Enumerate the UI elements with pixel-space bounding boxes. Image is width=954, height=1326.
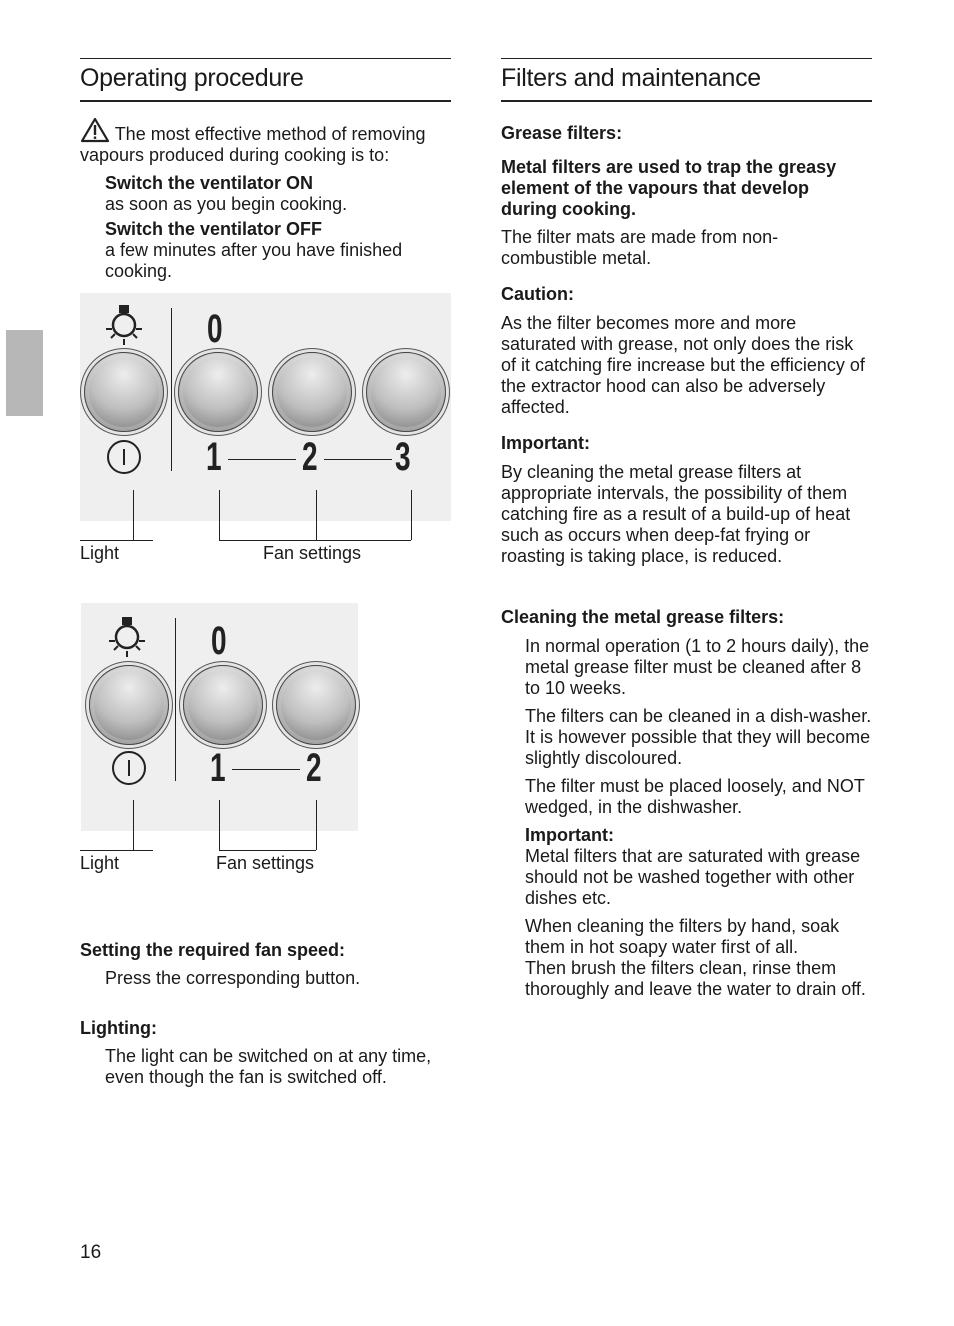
lamp-icon	[103, 303, 145, 347]
cleaning-paragraph: Then brush the filters clean, rinse them thoroughly and leave the water to drain off.	[525, 958, 866, 999]
fan-speed-heading: Setting the required fan speed:	[80, 940, 346, 960]
title-rule-bottom	[80, 100, 451, 102]
lighting-body: The light can be switched on at any time, even though the fan is switched off.	[105, 1046, 432, 1087]
caution-heading: Caution:	[501, 284, 574, 304]
cleaning-important-heading: Important:	[525, 825, 614, 845]
lighting-heading: Lighting:	[80, 1018, 157, 1038]
cleaning-section	[501, 607, 873, 1000]
fan-setting-2-button[interactable]	[276, 665, 356, 745]
cleaning-important-body: Metal filters that are saturated with grease should not be washed together with other dishes etc.	[525, 846, 861, 908]
cleaning-paragraph: The filters can be cleaned in a dish-washer. It is however possible that they will become slightly discoloured.	[525, 706, 872, 768]
fan-off-digit: 0	[211, 619, 227, 663]
chapter-tab	[6, 330, 43, 416]
fan-setting-1-button[interactable]	[183, 665, 263, 745]
important-heading: Important:	[501, 433, 590, 453]
light-button[interactable]	[84, 352, 164, 432]
light-label: Light	[80, 543, 120, 563]
panel-divider	[175, 618, 176, 781]
grease-filters-section	[501, 123, 873, 567]
control-panel-2-speed	[81, 603, 358, 831]
grease-bold-text: Metal filters are used to trap the greasy element of the vapours that develop during cooking.	[501, 157, 837, 219]
grease-heading: Grease filters:	[501, 123, 623, 143]
panel-divider	[171, 308, 172, 471]
leader-line	[219, 490, 220, 540]
cleaning-paragraph: When cleaning the filters by hand, soak them in hot soapy water first of all.	[525, 916, 840, 957]
step-body: as soon as you begin cooking.	[105, 194, 348, 214]
leader-line	[316, 490, 317, 540]
important-body: By cleaning the metal grease filters at appropriate intervals, the possibility of them catching fire as a result of a build-up of heat such as occurs when deep-fat frying or roasting is taking place, is reduced.	[501, 462, 851, 566]
connector-line	[324, 459, 392, 460]
connector-line	[232, 769, 300, 770]
intro-text: The most effective method of removing vapours produced during cooking is to:	[80, 124, 426, 165]
step-body: a few minutes after you have finished cooking.	[105, 240, 403, 281]
leader-line	[133, 800, 134, 850]
fan-setting-2-digit: 2	[306, 746, 322, 790]
fan-setting-1-digit: 1	[210, 746, 226, 790]
fan-speed-section	[80, 940, 455, 989]
title-rule-top	[501, 58, 872, 59]
leader-line	[80, 540, 153, 541]
cleaning-heading: Cleaning the metal grease filters:	[501, 607, 785, 627]
leader-line	[411, 490, 412, 540]
lighting-section	[80, 1018, 455, 1088]
leader-line	[219, 800, 220, 850]
warning-icon	[80, 117, 110, 143]
leader-line	[219, 540, 411, 541]
caution-body: As the filter becomes more and more saturated with grease, not only does the risk of it catching fire increase but the efficiency of the extractor hood can also be adversely affected.	[501, 313, 865, 417]
connector-line	[228, 459, 296, 460]
leader-line	[219, 850, 316, 851]
power-icon	[107, 440, 141, 474]
title-rule-bottom	[501, 100, 872, 102]
fan-setting-2-button[interactable]	[272, 352, 352, 432]
section-title-operating: Operating procedure	[80, 64, 304, 92]
fan-speed-body: Press the corresponding button.	[105, 968, 361, 988]
intro-block	[80, 117, 452, 166]
light-label: Light	[80, 853, 120, 873]
cleaning-paragraph: The filter must be placed loosely, and NOT wedged, in the dishwasher.	[525, 776, 865, 817]
step-head: Switch the ventilator OFF	[105, 219, 323, 239]
steps-list	[105, 173, 450, 282]
grease-body: The filter mats are made from non-combustible metal.	[501, 227, 779, 268]
fan-setting-3-digit: 3	[395, 435, 411, 479]
leader-line	[133, 490, 134, 540]
step-head: Switch the ventilator ON	[105, 173, 314, 193]
power-icon	[112, 751, 146, 785]
fan-settings-label: Fan settings	[216, 853, 315, 873]
section-title-filters: Filters and maintenance	[501, 64, 761, 92]
fan-setting-3-button[interactable]	[366, 352, 446, 432]
fan-settings-label: Fan settings	[263, 543, 362, 563]
page-number: 16	[80, 1242, 102, 1263]
leader-line	[80, 850, 153, 851]
lamp-icon	[106, 615, 148, 659]
fan-setting-1-button[interactable]	[178, 352, 258, 432]
title-rule-top	[80, 58, 451, 59]
leader-line	[316, 800, 317, 850]
cleaning-paragraph: In normal operation (1 to 2 hours daily), the metal grease filter must be cleaned after 8 to 10 weeks.	[525, 636, 870, 698]
fan-setting-2-digit: 2	[302, 435, 318, 479]
control-panel-3-speed	[80, 293, 451, 521]
fan-off-digit: 0	[207, 307, 223, 351]
fan-setting-1-digit: 1	[206, 435, 222, 479]
light-button[interactable]	[89, 665, 169, 745]
